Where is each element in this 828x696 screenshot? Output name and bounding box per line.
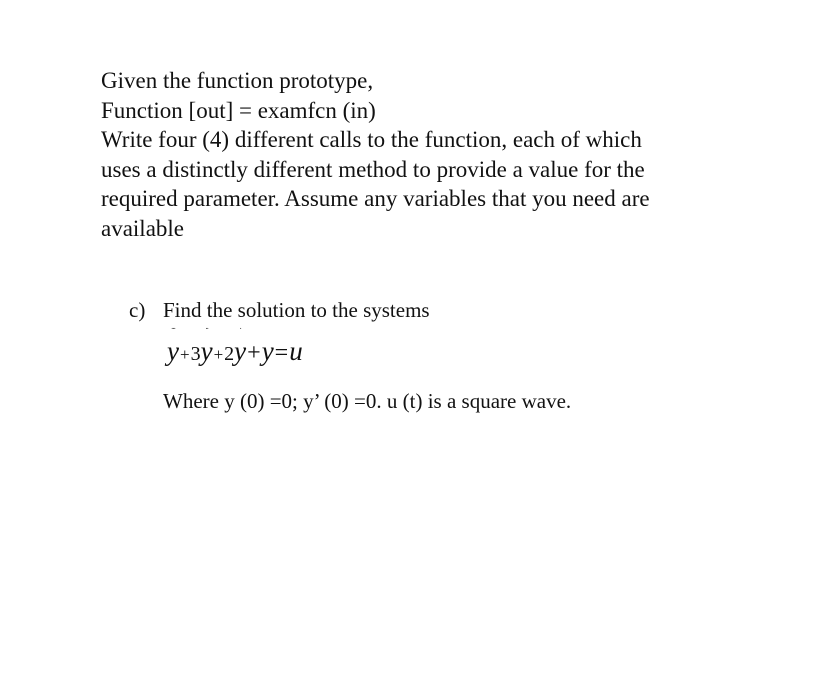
question-line-1: Given the function prototype, [101, 68, 374, 93]
equation-plus-3: + [247, 340, 261, 366]
equation-term-y: y [261, 336, 274, 366]
equation-rhs-u: u [289, 336, 303, 366]
equation-coef-3: 3 [190, 343, 201, 365]
part-c-label: c) [129, 298, 146, 322]
equation-plus-2: + [213, 345, 224, 364]
part-c-instruction: Find the solution to the systems [163, 298, 430, 322]
initial-conditions: Where y (0) =0; y’ (0) =0. u (t) is a square wave. [163, 389, 572, 413]
equation-term-y-second-derivative: .. y [200, 321, 213, 366]
equation-term-y-third-derivative: ... y [167, 321, 179, 366]
question-paragraph [101, 66, 721, 243]
equation-coef-2: 2 [224, 343, 235, 365]
first-derivative-dots: . [239, 321, 241, 331]
differential-equation [167, 321, 303, 367]
question-line-4: uses a distinctly different method to provide a value for the [101, 156, 645, 182]
third-derivative-dots: ... [171, 321, 175, 331]
equation-plus-1: + [179, 345, 190, 364]
equation-equals: = [274, 340, 289, 366]
question-line-6: available [101, 215, 185, 241]
question-line-2: Function [out] = examfcn (in) [101, 97, 376, 123]
second-derivative-dots: .. [205, 321, 208, 331]
question-line-3: Write four (4) different calls to the function, each of which [101, 127, 642, 152]
equation-term-y-first-derivative: . y [234, 321, 247, 366]
question-line-5: required parameter. Assume any variables that you need are [101, 186, 650, 211]
